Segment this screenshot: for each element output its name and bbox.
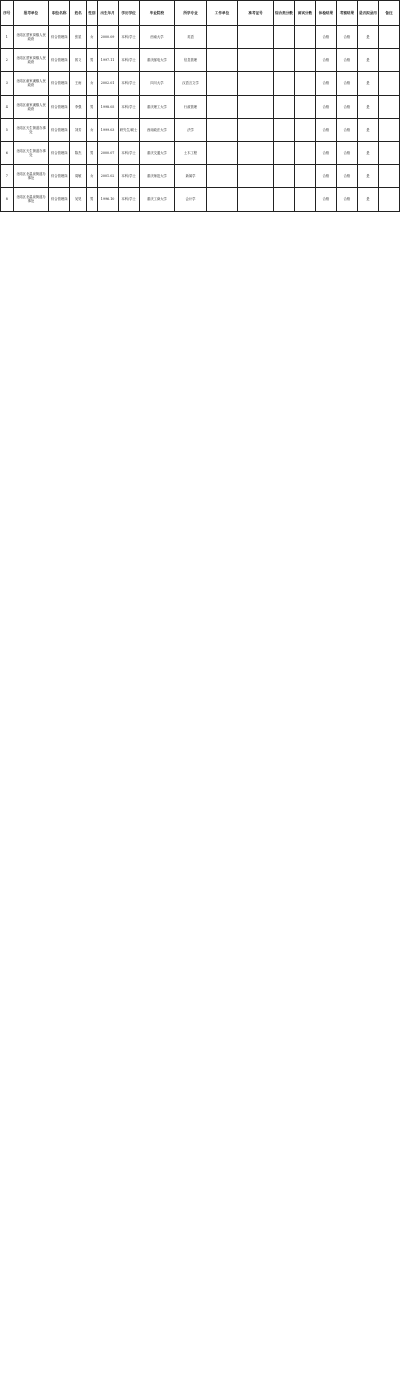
table-cell-birth: 1996.10 bbox=[97, 188, 118, 211]
table-cell-school: 重庆交通大学 bbox=[139, 141, 175, 164]
table-cell-post: 综合管理岗 bbox=[49, 118, 70, 141]
table-cell-no: 8 bbox=[1, 188, 14, 211]
table-row bbox=[1, 26, 400, 49]
table-row bbox=[1, 165, 400, 188]
table-cell-note bbox=[378, 188, 399, 211]
table-cell-edu: 本科/学士 bbox=[118, 141, 139, 164]
table-cell-name: 张星 bbox=[70, 26, 87, 49]
table-cell-school: 重庆邮电大学 bbox=[139, 49, 175, 72]
table-cell-health: 合格 bbox=[315, 72, 336, 95]
table-cell-no: 6 bbox=[1, 141, 14, 164]
table-cell-work bbox=[206, 95, 237, 118]
table-cell-score2 bbox=[294, 141, 315, 164]
table-cell-ticket bbox=[238, 118, 274, 141]
results-table bbox=[0, 0, 400, 212]
table-cell-name: 郭义 bbox=[70, 49, 87, 72]
table-cell-unit: 北碚区北温泉街道办事处 bbox=[13, 188, 49, 211]
table-cell-edu: 本科/学士 bbox=[118, 49, 139, 72]
table-cell-birth: 1999.03 bbox=[97, 118, 118, 141]
table-cell-gender: 男 bbox=[87, 188, 98, 211]
table-cell-score1 bbox=[273, 26, 294, 49]
table-row bbox=[1, 72, 400, 95]
table-cell-name: 陈杰 bbox=[70, 141, 87, 164]
table-cell-work bbox=[206, 165, 237, 188]
table-cell-name: 周敏 bbox=[70, 165, 87, 188]
table-cell-health: 合格 bbox=[315, 95, 336, 118]
table-cell-work bbox=[206, 26, 237, 49]
table-cell-health: 合格 bbox=[315, 118, 336, 141]
table-cell-score2 bbox=[294, 165, 315, 188]
table-cell-health: 合格 bbox=[315, 165, 336, 188]
table-cell-edu: 本科/学士 bbox=[118, 188, 139, 211]
table-cell-note bbox=[378, 95, 399, 118]
table-cell-no: 5 bbox=[1, 118, 14, 141]
table-cell-ticket bbox=[238, 188, 274, 211]
table-cell-edu: 本科/学士 bbox=[118, 26, 139, 49]
table-cell-post: 综合管理岗 bbox=[49, 49, 70, 72]
column-header: 学历学位 bbox=[118, 1, 139, 26]
table-cell-school: 四川大学 bbox=[139, 72, 175, 95]
column-header: 工作单位 bbox=[206, 1, 237, 26]
table-cell-birth: 2000.07 bbox=[97, 141, 118, 164]
column-header: 面试分数 bbox=[294, 1, 315, 26]
table-cell-major: 土木工程 bbox=[175, 141, 206, 164]
table-cell-health: 合格 bbox=[315, 49, 336, 72]
table-cell-name: 刘芳 bbox=[70, 118, 87, 141]
table-cell-major: 英语 bbox=[175, 26, 206, 49]
table-cell-score1 bbox=[273, 188, 294, 211]
table-cell-unit: 北碚区天生街道办事处 bbox=[13, 141, 49, 164]
table-cell-unit: 北碚区蔡家岗镇人民政府 bbox=[13, 49, 49, 72]
table-cell-ticket bbox=[238, 95, 274, 118]
column-header: 是否拟录用 bbox=[357, 1, 378, 26]
table-cell-score2 bbox=[294, 95, 315, 118]
table-cell-hire: 是 bbox=[357, 72, 378, 95]
table-cell-no: 7 bbox=[1, 165, 14, 188]
table-cell-no: 1 bbox=[1, 26, 14, 49]
table-cell-inspect: 合格 bbox=[336, 118, 357, 141]
table-cell-birth: 2000.09 bbox=[97, 26, 118, 49]
table-cell-major: 会计学 bbox=[175, 188, 206, 211]
table-cell-no: 4 bbox=[1, 95, 14, 118]
table-cell-post: 综合管理岗 bbox=[49, 141, 70, 164]
table-cell-major: 新闻学 bbox=[175, 165, 206, 188]
table-cell-school: 重庆师范大学 bbox=[139, 165, 175, 188]
table-cell-inspect: 合格 bbox=[336, 165, 357, 188]
table-cell-hire: 是 bbox=[357, 49, 378, 72]
table-cell-note bbox=[378, 49, 399, 72]
table-cell-score1 bbox=[273, 141, 294, 164]
table-cell-major: 信息管理 bbox=[175, 49, 206, 72]
table-cell-birth: 1997.11 bbox=[97, 49, 118, 72]
table-row bbox=[1, 49, 400, 72]
table-cell-health: 合格 bbox=[315, 26, 336, 49]
column-header: 综合类分数 bbox=[273, 1, 294, 26]
table-cell-score1 bbox=[273, 72, 294, 95]
table-cell-unit: 北碚区童家溪镇人民政府 bbox=[13, 95, 49, 118]
table-row bbox=[1, 118, 400, 141]
table-body bbox=[1, 26, 400, 212]
table-cell-work bbox=[206, 188, 237, 211]
table-cell-hire: 是 bbox=[357, 188, 378, 211]
table-cell-work bbox=[206, 118, 237, 141]
column-header: 出生年月 bbox=[97, 1, 118, 26]
column-header: 毕业院校 bbox=[139, 1, 175, 26]
table-row bbox=[1, 141, 400, 164]
table-cell-major: 行政管理 bbox=[175, 95, 206, 118]
table-cell-gender: 男 bbox=[87, 95, 98, 118]
column-header: 报考单位 bbox=[13, 1, 49, 26]
table-cell-score1 bbox=[273, 49, 294, 72]
table-cell-unit: 北碚区童家溪镇人民政府 bbox=[13, 72, 49, 95]
column-header: 准考证号 bbox=[238, 1, 274, 26]
table-cell-ticket bbox=[238, 49, 274, 72]
table-cell-edu: 研究生/硕士 bbox=[118, 118, 139, 141]
column-header: 序号 bbox=[1, 1, 14, 26]
table-cell-name: 王雨 bbox=[70, 72, 87, 95]
table-cell-no: 2 bbox=[1, 49, 14, 72]
table-cell-ticket bbox=[238, 141, 274, 164]
table-cell-post: 综合管理岗 bbox=[49, 188, 70, 211]
table-cell-hire: 是 bbox=[357, 141, 378, 164]
table-cell-hire: 是 bbox=[357, 165, 378, 188]
table-cell-work bbox=[206, 141, 237, 164]
column-header: 备注 bbox=[378, 1, 399, 26]
table-cell-edu: 本科/学士 bbox=[118, 165, 139, 188]
table-cell-hire: 是 bbox=[357, 95, 378, 118]
table-cell-score2 bbox=[294, 49, 315, 72]
table-cell-post: 综合管理岗 bbox=[49, 95, 70, 118]
table-cell-name: 李强 bbox=[70, 95, 87, 118]
table-cell-no: 3 bbox=[1, 72, 14, 95]
table-cell-name: 吴昊 bbox=[70, 188, 87, 211]
table-cell-work bbox=[206, 49, 237, 72]
table-cell-birth: 2002.01 bbox=[97, 72, 118, 95]
table-cell-inspect: 合格 bbox=[336, 95, 357, 118]
table-cell-school: 西南大学 bbox=[139, 26, 175, 49]
table-cell-unit: 北碚区北温泉街道办事处 bbox=[13, 165, 49, 188]
table-cell-ticket bbox=[238, 165, 274, 188]
table-cell-gender: 女 bbox=[87, 72, 98, 95]
table-cell-inspect: 合格 bbox=[336, 26, 357, 49]
column-header: 职位名称 bbox=[49, 1, 70, 26]
table-cell-health: 合格 bbox=[315, 141, 336, 164]
table-cell-note bbox=[378, 118, 399, 141]
table-cell-post: 综合管理岗 bbox=[49, 72, 70, 95]
table-cell-gender: 女 bbox=[87, 118, 98, 141]
table-cell-score2 bbox=[294, 72, 315, 95]
column-header: 所学专业 bbox=[175, 1, 206, 26]
table-cell-school: 重庆工商大学 bbox=[139, 188, 175, 211]
table-cell-score1 bbox=[273, 118, 294, 141]
table-cell-health: 合格 bbox=[315, 188, 336, 211]
table-cell-unit: 北碚区天生街道办事处 bbox=[13, 118, 49, 141]
table-cell-post: 综合管理岗 bbox=[49, 26, 70, 49]
table-cell-major: 汉语言文学 bbox=[175, 72, 206, 95]
table-cell-unit: 北碚区蔡家岗镇人民政府 bbox=[13, 26, 49, 49]
table-cell-inspect: 合格 bbox=[336, 49, 357, 72]
table-cell-post: 综合管理岗 bbox=[49, 165, 70, 188]
table-cell-hire: 是 bbox=[357, 26, 378, 49]
column-header: 体检结果 bbox=[315, 1, 336, 26]
column-header: 考察结果 bbox=[336, 1, 357, 26]
table-row bbox=[1, 95, 400, 118]
header-row bbox=[1, 1, 400, 26]
table-cell-ticket bbox=[238, 72, 274, 95]
table-cell-score2 bbox=[294, 118, 315, 141]
table-cell-work bbox=[206, 72, 237, 95]
table-cell-edu: 本科/学士 bbox=[118, 72, 139, 95]
table-cell-score2 bbox=[294, 188, 315, 211]
table-cell-score2 bbox=[294, 26, 315, 49]
table-cell-major: 法学 bbox=[175, 118, 206, 141]
table-cell-gender: 男 bbox=[87, 141, 98, 164]
table-cell-inspect: 合格 bbox=[336, 188, 357, 211]
table-cell-inspect: 合格 bbox=[336, 72, 357, 95]
table-cell-note bbox=[378, 165, 399, 188]
table-cell-inspect: 合格 bbox=[336, 141, 357, 164]
table-cell-score1 bbox=[273, 165, 294, 188]
table-cell-gender: 男 bbox=[87, 49, 98, 72]
table-row bbox=[1, 188, 400, 211]
table-cell-note bbox=[378, 72, 399, 95]
table-cell-gender: 女 bbox=[87, 26, 98, 49]
table-cell-school: 重庆理工大学 bbox=[139, 95, 175, 118]
column-header: 姓名 bbox=[70, 1, 87, 26]
table-cell-birth: 1998.05 bbox=[97, 95, 118, 118]
table-cell-school: 西南政法大学 bbox=[139, 118, 175, 141]
table-cell-note bbox=[378, 141, 399, 164]
table-cell-hire: 是 bbox=[357, 118, 378, 141]
table-cell-edu: 本科/学士 bbox=[118, 95, 139, 118]
table-cell-birth: 2001.02 bbox=[97, 165, 118, 188]
column-header: 性别 bbox=[87, 1, 98, 26]
table-cell-score1 bbox=[273, 95, 294, 118]
table-cell-note bbox=[378, 26, 399, 49]
table-cell-ticket bbox=[238, 26, 274, 49]
table-cell-gender: 女 bbox=[87, 165, 98, 188]
